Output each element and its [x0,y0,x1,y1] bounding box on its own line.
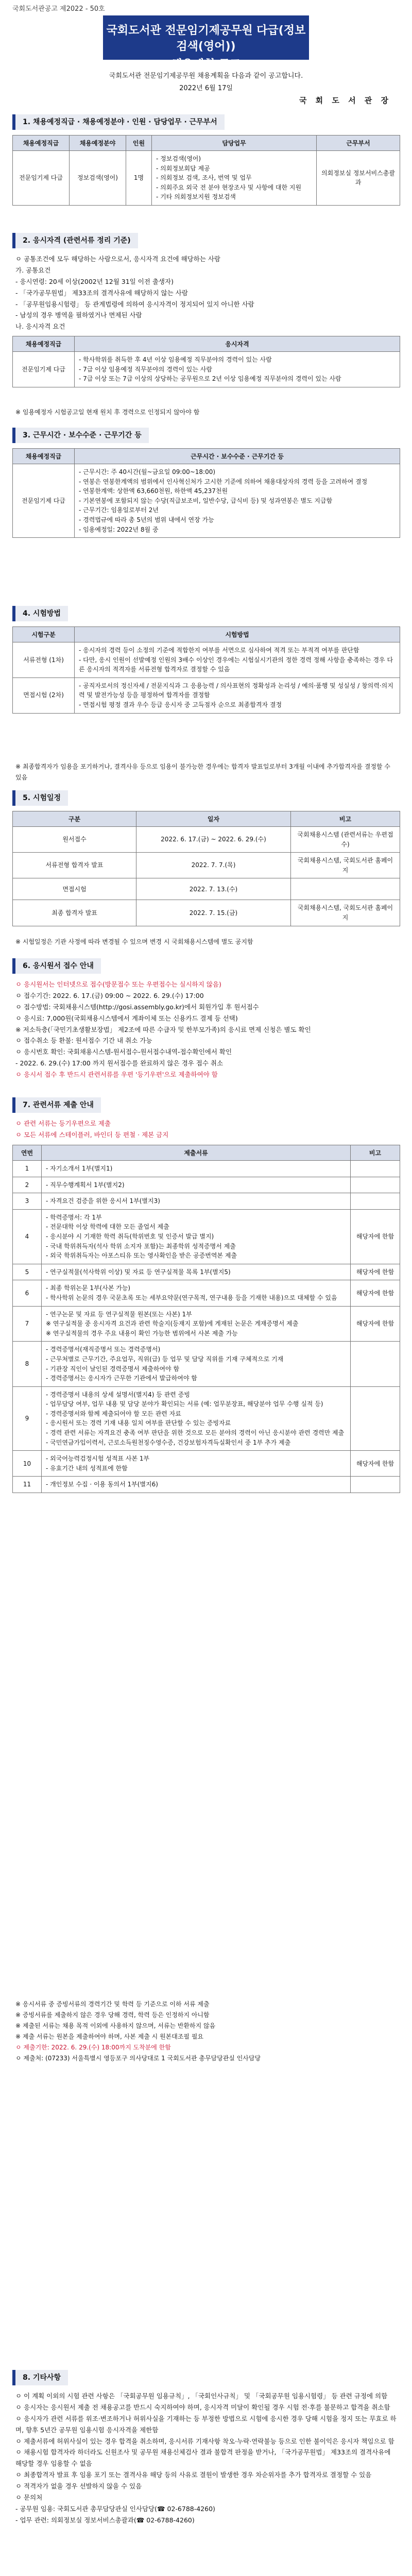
s8-line: ㅇ 이 계획 이외의 시험 관련 사항은 「국회공무원 임용규칙」, 「국회인사규칙」 및 「국회공무원 임용시험령」 등 관련 규정에 의함 [15,2392,388,2400]
s8-line: ㅇ 적격자가 없을 경우 선발하지 않을 수 있음 [15,2482,142,2490]
s7-note [351,1193,400,1210]
s4-table [12,626,400,714]
s2-req: - 학사학위를 취득한 후 4년 이상 임용예정 직무분야의 경력이 있는 사람 [79,356,272,363]
s1-duties [152,151,317,206]
s3-item: - 경력법규에 따라 총 5년의 범위 내에서 연장 가능 [79,516,214,523]
s7-line: ㅇ 모든 서류에 스테이플러, 바인더 등 편철 · 제본 금지 [15,1130,169,1139]
title-line-1: 국회도서관 전문임기제공무원 다급(정보검색(영어)) [106,24,306,53]
s7-no: 5 [13,1264,42,1280]
s5-note: 국회채용시스템, 국회도서관 홈페이지 [291,853,400,878]
s5-note-text: ※ 시험일정은 기관 사정에 따라 변경될 수 있으며 변경 시 국회채용시스템에 별도 공지함 [15,938,253,945]
s7-note: 해당자에 한함 [351,1209,400,1264]
s3-table [12,448,400,538]
s2-line: - 「공무원임용시험령」 등 관계법령에 의하여 응시자격이 정지되어 있지 아니한 사람 [15,300,254,308]
s7-note [351,1477,400,1493]
s8-line: ㅇ 제출서류에 허위사실이 있는 경우 합격을 취소하며, 응시서류 기재사항 착오·누락·연락불능 등으로 인한 불이익은 응시자 책임으로 함 [15,2437,394,2445]
section-6-title: 6. 응시원서 접수 안내 [12,958,101,974]
s3-th-items: 근무시간 · 보수수준 · 근무기간 등 [75,449,400,464]
s5-note [291,878,400,900]
s7-doc: - 자기소개서 1부(별지1) [42,1161,351,1177]
s1-duty: - 기타 의회정보지원 정보검색 [156,193,236,201]
title-line-2: 채용계획 공고 [171,58,241,71]
s1-grade: 전문임기제 다급 [13,151,70,206]
s8-line: ㅇ 응시자가 관련 서류를 위조·변조하거나 허위사실을 기재하는 등 부정한 방법으로 시험에 응시한 경우 당해 시험을 정지 또는 무효로 하며, 향후 5년간 공무원 임용시험 응시자격을 제한함 [15,2414,397,2434]
s8-line: - 업무 관련: 의회정보실 정보서비스총괄과(☎ 02-6788-4260) [15,2516,195,2524]
s5-note: 국회채용시스템, 국회도서관 홈페이지 [291,900,400,926]
s7-note-line: ※ 응시서류 중 증빙서류의 경력기간 및 학력 등 기준으로 이하 서류 제출 [15,2001,210,2008]
s5-note: 국회채용시스템 (관련서류는 우편접수) [291,827,400,853]
s7-note: 해당자에 한함 [351,1264,400,1280]
s4-method: - 응시자의 경력 등이 소정의 기준에 적합한지 여부를 서면으로 심사하여 적격 또는 부적격 여부를 판단함 - 다만, 응시 인원이 선발예정 인원의 3배수 이상인 경우에는 시험실시기관의 정한 경력 정해 사항을 충족하는 경우 다른 응시자의 적격자를 서류전형 합격자로 결정할 수 있음 [75,642,400,678]
s6-line: ※ 저소득층(「국민기초생활보장법」 제2조에 따른 수급자 및 한부모가족)의 응시료 면제 신청은 별도 확인 [15,1025,311,1033]
s2-grade: 전문임기제 다급 [13,352,75,387]
s7-text [15,1118,397,1141]
s1-duty: - 의회정보 검색, 조사, 번역 및 업무 [156,174,252,182]
s7-doc: - 개인정보 수집 · 이용 동의서 1부(별지6) [42,1477,351,1493]
s7-doc: - 연구논문 및 자료 등 연구실적물 원본(또는 사본) 1부 ※ 연구실적물 중 응시자격 요건과 관련 학술지(등재지 포함)에 게재된 논문은 게재증명서 제출 ※ 연구실적물의 경우 주요 내용이 확인 가능한 범위에서 사본 제출 가능 [42,1306,351,1342]
notice-number: 국회도서관공고 제2022 - 50호 [12,5,105,13]
s5-date: 2022. 7. 7.(목) [136,853,291,878]
section-2-title: 2. 응시자격 (관련서류 정리 기준) [12,233,138,248]
s3-item: - 근무기간: 임용일로부터 2년 [79,506,159,514]
s6-text [15,979,397,1080]
s7-no: 3 [13,1193,42,1210]
s7-table [12,1145,400,1493]
s2-line: ㅇ 공통조건에 모두 해당하는 사람으로서, 응시자격 요건에 해당하는 사람 [15,255,221,263]
s3-grade: 전문임기제 다급 [13,464,75,538]
title-banner [103,15,309,71]
s1-duty: - 의회정보회답 제공 [156,164,210,172]
s7-line: ㅇ 관련 서류는 등기우편으로 제출 [15,1120,111,1127]
s1-th-duties: 담당업무 [152,135,317,151]
s2-text [15,253,397,332]
s8-line: ㅇ 최종합격자 발표 후 임용 포기 또는 결격사유 해당 등의 사유로 결원이 발생한 경우 차순위자를 추가 합격자로 결정할 수 있음 [15,2471,372,2479]
s4-note: ※ 최종합격자가 임용을 포기하거나, 결격사유 등으로 임용이 불가능한 경우에는 합격자 발표일로부터 3개월 이내에 추가합격자를 결정할 수 있음 [15,763,390,781]
s3-item: - 근무시간: 주 40시간(월~금요일 09:00~18:00) [79,468,216,476]
notice-date: 2022년 6월 17일 [179,84,233,92]
s2-reqs [75,352,400,387]
s7-no: 10 [13,1451,42,1477]
s7-no: 9 [13,1386,42,1451]
s7-no: 1 [13,1161,42,1177]
intro-text: 국회도서관 전문임기제공무원 채용계획을 다음과 같이 공고합니다. [109,72,303,80]
s5-th-item: 구분 [13,811,136,827]
s6-line: ㅇ 응시서 접수 후 반드시 관련서류를 우편 '등기우편'으로 제출하여야 함 [15,1071,218,1078]
s2-line: 가. 공통요건 [15,266,51,274]
s1-dept: 의회정보실 정보서비스총괄과 [317,151,400,206]
s7-note-line: ㅇ 제출처: (07233) 서울특별시 영등포구 의사당대로 1 국회도서관 총무담당관실 인사담당 [15,2055,261,2062]
s1-th-dept: 근무부서 [317,135,400,151]
section-4-title: 4. 시험방법 [12,606,68,621]
s7-doc: - 경력증명서(재직증명서 또는 경력증명서) - 근무처별로 근무기간, 주요업무, 직위(급) 등 업무 및 담당 직위를 기재 구체적으로 기재 - 기관장 직인이 날인된 경력증명서 제출하여야 함 - 경력증명서는 응시자가 근무한 기관에서 발급하여야 함 [42,1342,351,1386]
s4-kind: 면접시험 (2차) [13,677,75,713]
s2-th-reqs: 응시자격 [75,336,400,352]
s6-line: ㅇ 접수기간: 2022. 6. 17.(금) 09:00 ~ 2022. 6. 29.(수) 17:00 [15,991,204,999]
s6-line: - 2022. 6. 29.(수) 17:00 까지 원서접수를 완료하지 않은 경우 접수 취소 [15,1059,224,1067]
s2-line: 나. 응시자격 요건 [15,323,65,331]
s3-item: - 임용예정일: 2022년 8월 중 [79,526,159,533]
s8-line: ㅇ 응시자는 응시원서 제출 전 채용공고를 반드시 숙지하여야 하며, 응시자격 미달이 확인될 경우 시험 전·후를 불문하고 합격을 취소함 [15,2403,390,2411]
s1-duty: - 정보검색(영어) [156,155,201,162]
s7-note: 해당자에 한함 [351,1451,400,1477]
s6-line: ㅇ 응시번호 확인: 국회채용시스템-원서접수-원서접수내역-접수확인에서 확인 [15,1048,232,1056]
s4-th-method: 시험방법 [75,627,400,642]
s7-note: 해당자에 한함 [351,1306,400,1342]
s7-note [351,1386,400,1451]
s5-item: 서류전형 합격자 발표 [13,853,136,878]
s5-item: 면접시험 [13,878,136,900]
s3-th-grade: 채용예정직급 [13,449,75,464]
s1-table [12,135,400,206]
s4-method: - 공직자로서의 정신자세 / 전문지식과 그 응용능력 / 의사표현의 정확성과 논리성 / 예의·품행 및 성실성 / 창의력·의지력 및 발전가능성 등을 평정하여 합격자를 결정함 - 면접시험 평정 결과 우수 등급 응시자 중 고득점자 순으로 최종합격자 결정 [75,677,400,713]
s6-line: ㅇ 응시료: 7,000원(국회채용시스템에서 계좌이체 또는 신용카드 결제 등 선택) [15,1014,238,1022]
signature: 국 회 도 서 관 장 [299,96,391,105]
section-5-title: 5. 시험일정 [12,790,68,806]
s3-items [75,464,400,538]
s7-doc: - 경력증명서 내용의 상세 설명서(별지4) 등 관련 증빙 - 업무담당 여부, 업무 내용 및 담당 분야가 확인되는 서류 (예: 업무분장표, 해당분야 업무 수행 실적 등) - 경력증명서와 함께 제출되어야 할 모든 관련 자료 - 응시원서 또는 경력 기재 내용 일치 여부를 판단할 수 있는 증빙자료 - 경력 관련 서류는 자격요건 충족 여부 판단을 위한 것으로 모든 분야의 경력이 아닌 응시분야 관련 경력만 제출 - 국민연금가입이력서, 근로소득원천징수영수증, 건강보험자격득실확인서 중 1부 추가 제출 [42,1386,351,1451]
s5-th-date: 일자 [136,811,291,827]
s5-th-note: 비고 [291,811,400,827]
s2-line: - 응시연령: 20세 이상(2002년 12월 31일 이전 출생자) [15,277,174,285]
s6-line: ㅇ 응시원서는 인터넷으로 접수(방문접수 또는 우편접수는 실시하지 않음) [15,980,221,988]
s4-kind: 서류전형 (1차) [13,642,75,678]
s7-no: 2 [13,1177,42,1193]
s7-note-line: ※ 증빙서류를 제출하지 않은 경우 당해 경력, 학력 등은 인정하지 아니함 [15,2011,210,2019]
s7-note [351,1342,400,1386]
s3-item: - 연봉은 연봉한계액의 범위에서 인사혁신처가 고시한 기준에 의하여 채용대상자의 경력 등을 고려하여 결정 [79,478,368,485]
s7-no: 8 [13,1342,42,1386]
s8-line: ㅇ 문의처 [15,2493,43,2501]
s7-no: 6 [13,1280,42,1306]
s2-line: - 남성의 경우 병역을 필하였거나 면제된 사람 [15,311,142,319]
s7-doc: - 최종 학위논문 1부(사본 가능) - 학사학위 논문의 경우 국문초록 또는 세부요약문(연구목적, 연구내용 등을 기재한 내용)으로 대체할 수 있음 [42,1280,351,1306]
s7-note [351,1161,400,1177]
s7-note-line: ※ 제출 서류는 원본을 제출하여야 하며, 사본 제출 시 원본대조필 필요 [15,2033,204,2040]
s2-line: - 「국가공무원법」 제33조의 결격사유에 해당하지 않는 사람 [15,289,188,297]
s5-item: 최종 합격자 발표 [13,900,136,926]
s3-item: - 기본연봉에 포함되지 않는 수당(직급보조비, 일반수당, 급식비 등) 및 성과연봉은 별도 지급함 [79,497,333,504]
section-7-title: 7. 관련서류 제출 안내 [12,1097,101,1113]
s7-note [351,1177,400,1193]
s1-th-count: 인원 [126,135,152,151]
s1-duty: - 의회주요 외국 전 분야 현장조사 및 사항에 대한 지원 [156,183,302,191]
s7-no: 4 [13,1209,42,1264]
s1-th-grade: 채용예정직급 [13,135,70,151]
s7-th-note: 비고 [351,1145,400,1161]
s7-th-doc: 제출서류 [42,1145,351,1161]
section-3-title: 3. 근무시간 · 보수수준 · 근무기간 등 [12,428,149,443]
s5-date: 2022. 6. 17.(금) ~ 2022. 6. 29.(수) [136,827,291,853]
s2-th-grade: 채용예정직급 [13,336,75,352]
s4-th-kind: 시험구분 [13,627,75,642]
s7-doc: - 직무수행계획서 1부(별지2) [42,1177,351,1193]
section-8-title: 8. 기타사항 [12,2370,68,2385]
s7-doc: - 학력증명서: 각 1부 - 전문대학 이상 학력에 대한 모든 졸업서 제출 - 응시분야 시 기재한 학력 취득(학위번호 및 인증서 발급 별지) - 국내 학위취득자(석사 학위 소지자 포함)는 최종학위 성적증명서 제출 - 외국 학위취득자는 아포스티유 또는 영사확인을 받은 공증번역본 제출 [42,1209,351,1264]
s7-doc: - 외국어능력검정시험 성적표 사본 1부 - 유효기간 내의 성적표에 한함 [42,1451,351,1477]
s8-line: ㅇ 채용시험 합격자라 하더라도 신원조사 및 공무원 채용신체검사 결과 불합격 판정을 받거나, 「국가공무원법」 제33조의 결격사유에 해당할 경우 임용할 수 없음 [15,2448,391,2468]
s2-note: ※ 임용예정자 시험공고일 현재 원치 후 경력으로 인정되지 않아야 함 [15,409,200,416]
s2-req: - 7급 이상 임용예정 직무분야의 경력이 있는 사람 [79,365,212,373]
s5-table [12,811,400,926]
s5-date: 2022. 7. 15.(금) [136,900,291,926]
section-1-title: 1. 채용예정직급 · 채용예정분야 · 인원 · 담당업무 · 근무부서 [12,114,225,130]
s8-line: - 공무원 임용: 국회도서관 총무담당관실 인사담당(☎ 02-6788-4260) [15,2504,215,2513]
s1-count: 1명 [126,151,152,206]
s1-field: 정보검색(영어) [70,151,126,206]
s7-notes [15,1999,397,2064]
s7-th-no: 연번 [13,1145,42,1161]
s3-item: - 연봉한계액: 상한액 63,660천원, 하한액 45,237천원 [79,487,228,495]
s7-note-line: ※ 제출된 서류는 채용 목적 이외에 사용하지 않으며, 서류는 반환하지 않음 [15,2022,216,2029]
s6-line: ㅇ 접수취소 등 환불: 원서접수 기간 내 취소 가능 [15,1037,152,1045]
s5-date: 2022. 7. 13.(수) [136,878,291,900]
s7-note-line: ㅇ 제출기한: 2022. 6. 29.(수) 18:00까지 도착분에 한함 [15,2044,171,2051]
s7-doc: - 자격요건 검증을 위한 응시서 1부(별지3) [42,1193,351,1210]
s2-req: - 7급 이상 또는 7급 이상의 상당하는 공무원으로 2년 이상 임용예정 직무분야의 경력이 있는 사람 [79,375,341,383]
s2-table [12,336,400,387]
s7-note: 해당자에 한함 [351,1280,400,1306]
s5-item: 원서접수 [13,827,136,853]
s7-no: 11 [13,1477,42,1493]
s6-line: ㅇ 접수방법: 국회채용시스템(http://gosi.assembly.go.kr)에서 회원가입 후 원서접수 [15,1003,259,1011]
s8-text [15,2391,397,2526]
s1-th-field: 채용예정분야 [70,135,126,151]
s7-no: 7 [13,1306,42,1342]
s7-doc: - 연구실적물(석사학위 이상) 및 자료 등 연구실적물 목록 1부(별지5) [42,1264,351,1280]
